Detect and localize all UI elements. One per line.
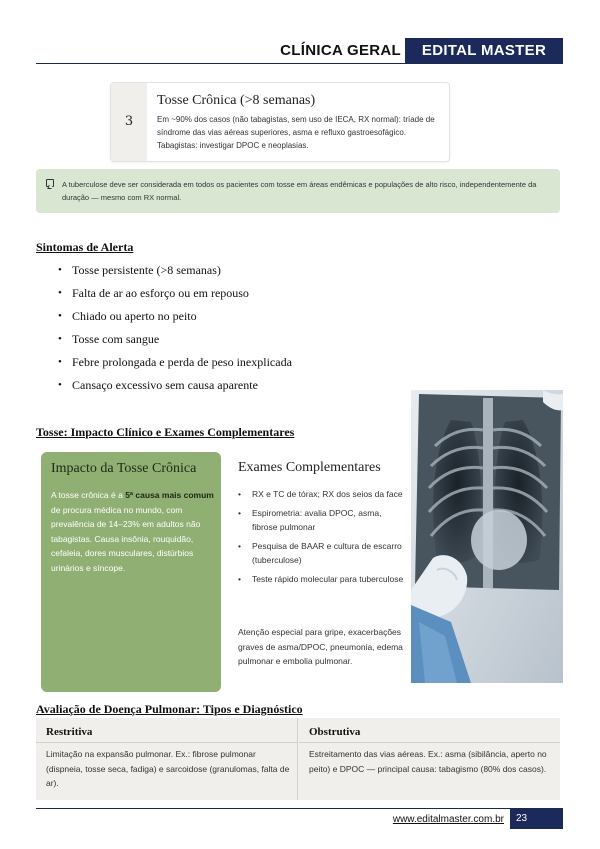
exams-note: Atenção especial para gripe, exacerbações graves de asma/DPOC, pneumonia, edema pulmonar e embolia pulmonar. bbox=[238, 627, 403, 666]
list-item: • Tosse persistente (>8 semanas) bbox=[58, 263, 292, 286]
note-text: A tuberculose deve ser considerada em todos os pacientes com tosse em áreas endêmicas e populações de alto risco, independentemente da duração — mesmo com RX normal. bbox=[62, 180, 537, 202]
xray-illustration bbox=[411, 390, 563, 683]
page-header bbox=[36, 38, 563, 64]
exams-title: Exames Complementares bbox=[238, 460, 381, 475]
impact-title: Impacto da Tosse Crônica bbox=[51, 461, 197, 476]
list-item: • Pesquisa de BAAR e cultura de escarro (tuberculose) bbox=[238, 539, 404, 568]
lung-disease-table bbox=[36, 718, 560, 800]
alert-symptoms-title: Sintomas de Alerta bbox=[36, 240, 134, 254]
table-divider bbox=[299, 742, 560, 743]
header-divider bbox=[36, 63, 563, 64]
list-item: • Teste rápido molecular para tuberculose bbox=[238, 572, 404, 587]
impact-text-post: de procura médica no mundo, com prevalência de 14–23% em adultos não tabagistas. Causa insônia, rouquidão, cefaleia, dores musculares, distúrbios urinários e síncope. bbox=[51, 504, 201, 573]
impact-section-title: Tosse: Impacto Clínico e Exames Complementares bbox=[36, 425, 295, 439]
card-body: Em ~90% dos casos (não tabagistas, sem uso de IECA, RX normal): tríade de síndrome das vias aéreas superiores, asma e refluxo gastroesofágico. Tabagistas: investigar DPOC e neoplasias. bbox=[157, 115, 435, 150]
evaluation-section-title: Avaliação de Doença Pulmonar: Tipos e Diagnóstico bbox=[36, 702, 303, 716]
impact-card bbox=[41, 452, 221, 692]
alert-symptoms-list bbox=[58, 263, 292, 401]
list-item: • Cansaço excessivo sem causa aparente bbox=[58, 378, 292, 401]
table-divider bbox=[36, 742, 297, 743]
impact-text-bold: 5ª causa mais comum bbox=[125, 490, 214, 500]
obstructive-column bbox=[299, 718, 560, 800]
impact-text-pre: A tosse crônica é a bbox=[51, 490, 126, 500]
card-title: Tosse Crônica (>8 semanas) bbox=[157, 93, 316, 108]
list-item: • RX e TC de tórax; RX dos seios da face bbox=[238, 487, 404, 502]
list-item: • Falta de ar ao esforço ou em repouso bbox=[58, 286, 292, 309]
exams-list bbox=[238, 487, 404, 590]
list-item: • Febre prolongada e perda de peso inexplicada bbox=[58, 355, 292, 378]
header-brand: EDITAL MASTER bbox=[405, 38, 563, 64]
footer-divider bbox=[36, 808, 563, 809]
header-section-title: CLÍNICA GERAL bbox=[280, 42, 401, 59]
tuberculosis-note bbox=[36, 169, 560, 213]
list-item: • Tosse com sangue bbox=[58, 332, 292, 355]
chest-xray-photo bbox=[411, 390, 563, 683]
restrictive-heading: Restritiva bbox=[46, 726, 93, 738]
restrictive-body: Limitação na expansão pulmonar. Ex.: fibrose pulmonar (dispneia, tosse seca, fadiga) e sarcoidose (granulomas, falta de ar). bbox=[46, 749, 290, 788]
obstructive-heading: Obstrutiva bbox=[309, 726, 361, 738]
card-number: 3 bbox=[111, 83, 147, 161]
chronic-cough-card bbox=[110, 82, 450, 162]
list-item: • Espirometria: avalia DPOC, asma, fibrose pulmonar bbox=[238, 506, 404, 535]
restrictive-column bbox=[36, 718, 298, 800]
page-number: 23 bbox=[510, 809, 563, 829]
website-link[interactable]: www.editalmaster.com.br bbox=[392, 814, 504, 825]
comment-icon bbox=[46, 179, 54, 187]
obstructive-body: Estreitamento das vias aéreas. Ex.: asma (sibilância, aperto no peito) e DPOC — principal causa: tabagismo (80% dos casos). bbox=[309, 749, 547, 774]
impact-body bbox=[51, 488, 216, 575]
list-item: • Chiado ou aperto no peito bbox=[58, 309, 292, 332]
